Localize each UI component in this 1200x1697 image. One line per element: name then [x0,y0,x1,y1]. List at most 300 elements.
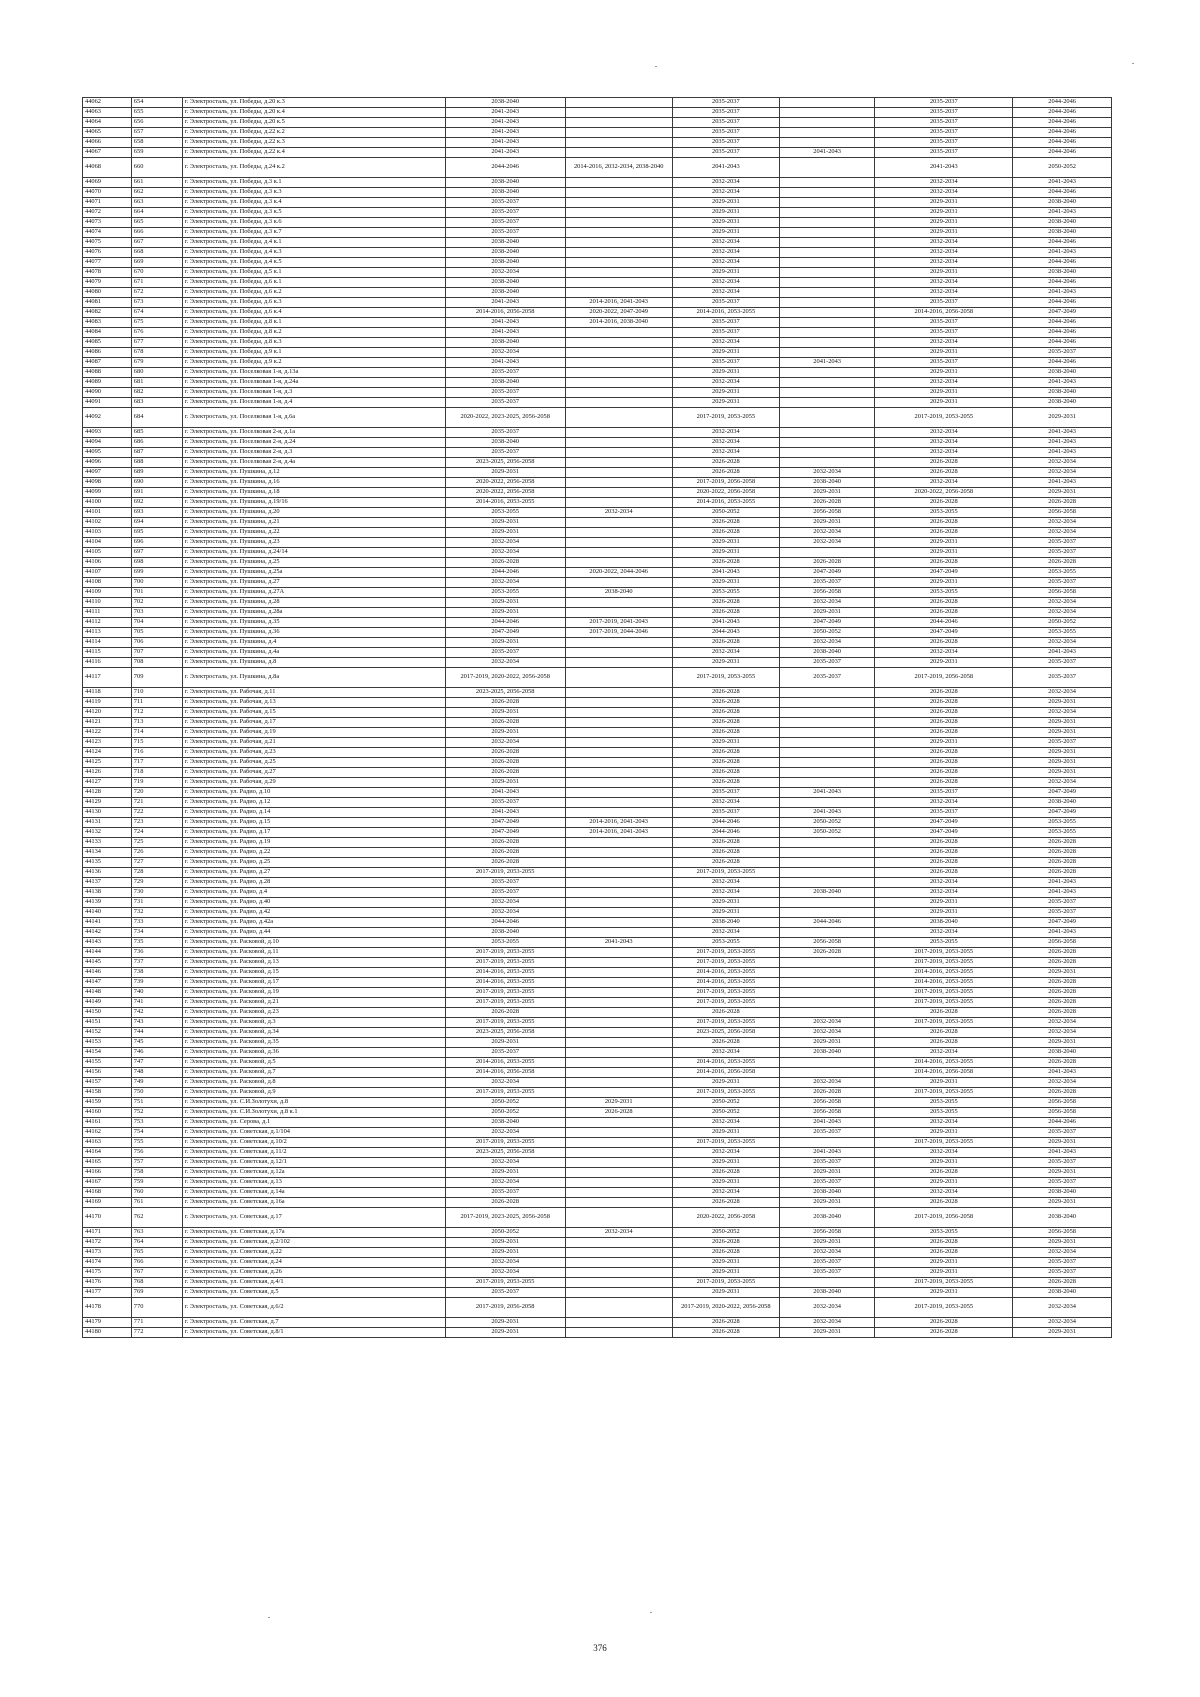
period-cell-6: 2032-2034 [1013,688,1112,698]
period-cell-4 [779,118,874,128]
table-row [83,908,1112,918]
row-number-cell: 684 [131,408,182,428]
table-row [83,628,1112,638]
period-cell-3: 2026-2028 [672,858,779,868]
period-cell-6: 2026-2028 [1013,858,1112,868]
row-id-cell: 44078 [83,268,132,278]
table-row [83,508,1112,518]
period-cell-4 [779,1008,874,1018]
address-cell: г. Электросталь, ул. Советская, д.17 [182,1208,445,1228]
address-cell: г. Электросталь, ул. Пушкина, д.35 [182,618,445,628]
row-number-cell: 668 [131,248,182,258]
period-cell-6: 2047-2049 [1013,918,1112,928]
address-cell: г. Электросталь, ул. Пушкина, д.8а [182,668,445,688]
table-row [83,1318,1112,1328]
address-cell: г. Электросталь, ул. Советская, д.4/1 [182,1278,445,1288]
period-cell-5: 2017-2019, 2053-2055 [875,998,1013,1008]
period-cell-5: 2026-2028 [875,1038,1013,1048]
table-row [83,458,1112,468]
period-cell-6: 2041-2043 [1013,208,1112,218]
address-cell: г. Электросталь, ул. Победы, д.8 к.3 [182,338,445,348]
period-cell-6: 2044-2046 [1013,278,1112,288]
period-cell-3: 2026-2028 [672,598,779,608]
period-cell-1: 2044-2046 [445,618,565,628]
row-number-cell: 678 [131,348,182,358]
period-cell-5: 2026-2028 [875,528,1013,538]
row-id-cell: 44129 [83,798,132,808]
row-id-cell: 44071 [83,198,132,208]
period-cell-3: 2017-2019, 2053-2055 [672,1018,779,1028]
table-row [83,998,1112,1008]
period-cell-5: 2026-2028 [875,748,1013,758]
period-cell-3: 2026-2028 [672,748,779,758]
period-cell-6: 2032-2034 [1013,1028,1112,1038]
row-id-cell: 44090 [83,388,132,398]
row-id-cell: 44087 [83,358,132,368]
table-row [83,1168,1112,1178]
period-cell-3: 2032-2034 [672,378,779,388]
period-cell-2 [565,488,672,498]
row-number-cell: 687 [131,448,182,458]
row-id-cell: 44123 [83,738,132,748]
period-cell-1: 2035-2037 [445,648,565,658]
period-cell-1: 2032-2034 [445,898,565,908]
table-row [83,758,1112,768]
period-cell-2 [565,138,672,148]
row-number-cell: 771 [131,1318,182,1328]
period-cell-3: 2026-2028 [672,608,779,618]
row-number-cell: 753 [131,1118,182,1128]
period-cell-2 [565,1058,672,1068]
period-cell-1: 2032-2034 [445,908,565,918]
period-cell-1: 2017-2019, 2020-2022, 2056-2058 [445,668,565,688]
period-cell-3: 2026-2028 [672,778,779,788]
period-cell-6: 2038-2040 [1013,268,1112,278]
table-row [83,1158,1112,1168]
row-number-cell: 721 [131,798,182,808]
period-cell-2 [565,458,672,468]
period-cell-5: 2032-2034 [875,798,1013,808]
period-cell-5: 2032-2034 [875,248,1013,258]
row-number-cell: 738 [131,968,182,978]
period-cell-3: 2032-2034 [672,438,779,448]
period-cell-3: 2026-2028 [672,1008,779,1018]
address-cell: г. Электросталь, ул. Рабочая, д.13 [182,698,445,708]
table-row [83,588,1112,598]
period-cell-2 [565,528,672,538]
period-cell-4: 2056-2058 [779,1228,874,1238]
address-cell: г. Электросталь, ул. Советская, д.14а [182,1188,445,1198]
period-cell-6: 2053-2055 [1013,628,1112,638]
period-cell-2: 2020-2022, 2047-2049 [565,308,672,318]
row-id-cell: 44093 [83,428,132,438]
address-cell: г. Электросталь, ул. Советская, д.22 [182,1248,445,1258]
table-row [83,1098,1112,1108]
table-row [83,778,1112,788]
period-cell-5: 2017-2019, 2053-2055 [875,1298,1013,1318]
period-cell-2 [565,1138,672,1148]
table-row [83,668,1112,688]
period-cell-1: 2038-2040 [445,338,565,348]
period-cell-6: 2032-2034 [1013,1298,1112,1318]
row-id-cell: 44066 [83,138,132,148]
row-id-cell: 44073 [83,218,132,228]
row-id-cell: 44109 [83,588,132,598]
period-cell-1: 2032-2034 [445,658,565,668]
period-cell-5: 2035-2037 [875,808,1013,818]
address-cell: г. Электросталь, ул. Расковой, д.3 [182,1018,445,1028]
period-cell-1: 2041-2043 [445,148,565,158]
address-cell: г. Электросталь, ул. Пушкина, д.27А [182,588,445,598]
period-cell-2 [565,1038,672,1048]
period-cell-3: 2026-2028 [672,708,779,718]
period-cell-5: 2029-2031 [875,1158,1013,1168]
row-id-cell: 44141 [83,918,132,928]
period-cell-2 [565,918,672,928]
period-cell-5: 2026-2028 [875,498,1013,508]
period-cell-1: 2026-2028 [445,858,565,868]
address-cell: г. Электросталь, ул. Радио, д.42 [182,908,445,918]
period-cell-4: 2032-2034 [779,1028,874,1038]
period-cell-4: 2038-2040 [779,1208,874,1228]
period-cell-1: 2038-2040 [445,248,565,258]
period-cell-1: 2026-2028 [445,558,565,568]
row-id-cell: 44165 [83,1158,132,1168]
period-cell-1: 2017-2019, 2053-2055 [445,1138,565,1148]
period-cell-4 [779,758,874,768]
row-id-cell: 44166 [83,1168,132,1178]
period-cell-6: 2035-2037 [1013,1178,1112,1188]
table-row [83,308,1112,318]
period-cell-6: 2038-2040 [1013,398,1112,408]
address-cell: г. Электросталь, ул. Расковой, д.36 [182,1048,445,1058]
period-cell-1: 2041-2043 [445,788,565,798]
row-number-cell: 697 [131,548,182,558]
row-number-cell: 704 [131,618,182,628]
period-cell-6: 2041-2043 [1013,478,1112,488]
address-cell: г. Электросталь, ул. Поселковая 1-я, д.6а [182,408,445,428]
period-cell-4: 2038-2040 [779,1048,874,1058]
row-id-cell: 44085 [83,338,132,348]
period-cell-5: 2038-2040 [875,918,1013,928]
period-cell-5: 2026-2028 [875,758,1013,768]
row-number-cell: 665 [131,218,182,228]
table-row [83,548,1112,558]
period-cell-3: 2053-2055 [672,588,779,598]
period-cell-3: 2026-2028 [672,1238,779,1248]
period-cell-1: 2014-2016, 2053-2055 [445,978,565,988]
period-cell-6: 2041-2043 [1013,428,1112,438]
period-cell-5: 2029-2031 [875,208,1013,218]
period-cell-4 [779,188,874,198]
period-cell-5: 2026-2028 [875,468,1013,478]
period-cell-6: 2029-2031 [1013,968,1112,978]
period-cell-3: 2035-2037 [672,138,779,148]
table-row [83,798,1112,808]
address-cell: г. Электросталь, ул. Пушкина, д.21 [182,518,445,528]
address-cell: г. Электросталь, ул. Радио, д.15 [182,818,445,828]
period-cell-3: 2026-2028 [672,638,779,648]
address-cell: г. Электросталь, ул. Расковой, д.10 [182,938,445,948]
period-cell-2 [565,1178,672,1188]
period-cell-6: 2026-2028 [1013,1088,1112,1098]
period-cell-4 [779,428,874,438]
period-cell-6: 2035-2037 [1013,668,1112,688]
row-id-cell: 44121 [83,718,132,728]
address-cell: г. Электросталь, ул. Радио, д.10 [182,788,445,798]
row-number-cell: 716 [131,748,182,758]
period-cell-6: 2026-2028 [1013,838,1112,848]
period-cell-3: 2029-2031 [672,738,779,748]
period-cell-1: 2041-2043 [445,138,565,148]
address-cell: г. Электросталь, ул. Рабочая, д.27 [182,768,445,778]
period-cell-3: 2035-2037 [672,298,779,308]
row-id-cell: 44148 [83,988,132,998]
row-number-cell: 715 [131,738,182,748]
period-cell-2 [565,878,672,888]
row-number-cell: 740 [131,988,182,998]
period-cell-2: 2014-2016, 2041-2043 [565,828,672,838]
period-cell-2 [565,178,672,188]
row-number-cell: 765 [131,1248,182,1258]
period-cell-1: 2035-2037 [445,398,565,408]
period-cell-5: 2029-2031 [875,398,1013,408]
period-cell-4 [779,798,874,808]
period-cell-2 [565,348,672,358]
row-number-cell: 683 [131,398,182,408]
period-cell-2 [565,1018,672,1028]
period-cell-2 [565,338,672,348]
period-cell-4 [779,278,874,288]
row-id-cell: 44143 [83,938,132,948]
period-cell-3: 2035-2037 [672,108,779,118]
table-row [83,838,1112,848]
row-number-cell: 686 [131,438,182,448]
period-cell-3: 2032-2034 [672,248,779,258]
table-row [83,888,1112,898]
period-cell-4: 2026-2028 [779,498,874,508]
address-cell: г. Электросталь, ул. Пушкина, д.22 [182,528,445,538]
period-cell-6: 2035-2037 [1013,1268,1112,1278]
period-cell-5: 2035-2037 [875,128,1013,138]
period-cell-2 [565,518,672,528]
period-cell-1: 2047-2049 [445,818,565,828]
period-cell-1: 2032-2034 [445,1078,565,1088]
period-cell-4 [779,208,874,218]
period-cell-2 [565,638,672,648]
period-cell-2 [565,768,672,778]
period-cell-3: 2050-2052 [672,1098,779,1108]
period-cell-6: 2044-2046 [1013,328,1112,338]
table-row [83,188,1112,198]
row-id-cell: 44136 [83,868,132,878]
row-number-cell: 673 [131,298,182,308]
period-cell-5: 2035-2037 [875,318,1013,328]
row-number-cell: 685 [131,428,182,438]
period-cell-1: 2032-2034 [445,578,565,588]
period-cell-3: 2026-2028 [672,518,779,528]
period-cell-4: 2029-2031 [779,1238,874,1248]
period-cell-2 [565,668,672,688]
period-cell-2 [565,1128,672,1138]
period-cell-1: 2029-2031 [445,778,565,788]
period-cell-6: 2026-2028 [1013,558,1112,568]
row-number-cell: 695 [131,528,182,538]
row-id-cell: 44149 [83,998,132,1008]
row-id-cell: 44146 [83,968,132,978]
period-cell-5: 2032-2034 [875,178,1013,188]
period-cell-4: 2041-2043 [779,358,874,368]
row-number-cell: 666 [131,228,182,238]
address-cell: г. Электросталь, ул. Пушкина, д.19/16 [182,498,445,508]
period-cell-2 [565,1068,672,1078]
address-cell: г. Электросталь, ул. Победы, д.6 к.3 [182,298,445,308]
row-id-cell: 44171 [83,1228,132,1238]
period-cell-2 [565,848,672,858]
row-number-cell: 749 [131,1078,182,1088]
address-cell: г. Электросталь, ул. Радио, д.44 [182,928,445,938]
period-cell-6: 2044-2046 [1013,138,1112,148]
table-row [83,1178,1112,1188]
period-cell-4 [779,908,874,918]
address-cell: г. Электросталь, ул. Победы, д.8 к.1 [182,318,445,328]
period-cell-1: 2038-2040 [445,438,565,448]
address-cell: г. Электросталь, ул. Расковой, д.17 [182,978,445,988]
period-cell-2 [565,788,672,798]
row-id-cell: 44108 [83,578,132,588]
row-id-cell: 44094 [83,438,132,448]
row-number-cell: 660 [131,158,182,178]
table-row [83,748,1112,758]
period-cell-3: 2032-2034 [672,288,779,298]
address-cell: г. Электросталь, ул. Пушкина, д.20 [182,508,445,518]
table-row [83,358,1112,368]
period-cell-5: 2017-2019, 2053-2055 [875,408,1013,428]
period-cell-4 [779,1058,874,1068]
period-cell-6: 2029-2031 [1013,1238,1112,1248]
table-row [83,538,1112,548]
table-row [83,608,1112,618]
period-cell-2: 2038-2040 [565,588,672,598]
period-cell-2 [565,888,672,898]
row-number-cell: 729 [131,878,182,888]
period-cell-3: 2029-2031 [672,268,779,278]
row-id-cell: 44095 [83,448,132,458]
period-cell-4 [779,778,874,788]
address-cell: г. Электросталь, ул. Победы, д.6 к.4 [182,308,445,318]
period-cell-3: 2026-2028 [672,1318,779,1328]
address-cell: г. Электросталь, ул. Советская, д.5 [182,1288,445,1298]
period-cell-1: 2026-2028 [445,768,565,778]
row-number-cell: 757 [131,1158,182,1168]
period-cell-5: 2026-2028 [875,558,1013,568]
table-row [83,368,1112,378]
table-row [83,328,1112,338]
table-row [83,598,1112,608]
period-cell-6: 2041-2043 [1013,1148,1112,1158]
period-cell-1: 2020-2022, 2056-2058 [445,478,565,488]
table-row [83,488,1112,498]
table-row [83,638,1112,648]
row-id-cell: 44077 [83,258,132,268]
period-cell-4 [779,768,874,778]
row-id-cell: 44168 [83,1188,132,1198]
period-cell-4 [779,408,874,428]
period-cell-4 [779,688,874,698]
period-cell-3: 2017-2019, 2053-2055 [672,958,779,968]
period-cell-4: 2035-2037 [779,1178,874,1188]
period-cell-3: 2032-2034 [672,1188,779,1198]
period-cell-5: 2032-2034 [875,238,1013,248]
row-number-cell: 701 [131,588,182,598]
period-cell-2 [565,388,672,398]
period-cell-2 [565,1288,672,1298]
period-cell-2 [565,358,672,368]
row-id-cell: 44099 [83,488,132,498]
row-id-cell: 44110 [83,598,132,608]
row-number-cell: 657 [131,128,182,138]
period-cell-2 [565,858,672,868]
period-cell-5: 2047-2049 [875,628,1013,638]
period-cell-2: 2014-2016, 2032-2034, 2038-2040 [565,158,672,178]
table-row [83,1238,1112,1248]
period-cell-3: 2032-2034 [672,238,779,248]
address-cell: г. Электросталь, ул. Пушкина, д.16 [182,478,445,488]
table-row [83,658,1112,668]
row-id-cell: 44083 [83,318,132,328]
housing-repair-schedule-table [82,97,1112,1338]
period-cell-2 [565,408,672,428]
table-row [83,378,1112,388]
address-cell: г. Электросталь, ул. Расковой, д.15 [182,968,445,978]
row-number-cell: 747 [131,1058,182,1068]
row-id-cell: 44103 [83,528,132,538]
row-number-cell: 674 [131,308,182,318]
row-number-cell: 736 [131,948,182,958]
period-cell-1: 2029-2031 [445,1328,565,1338]
row-id-cell: 44155 [83,1058,132,1068]
period-cell-4: 2041-2043 [779,148,874,158]
period-cell-2 [565,428,672,438]
period-cell-4: 2035-2037 [779,578,874,588]
period-cell-2 [565,438,672,448]
table-row [83,578,1112,588]
period-cell-5: 2014-2016, 2053-2055 [875,978,1013,988]
period-cell-4 [779,158,874,178]
period-cell-5: 2032-2034 [875,1148,1013,1158]
address-cell: г. Электросталь, ул. Радио, д.4 [182,888,445,898]
period-cell-1: 2017-2019, 2053-2055 [445,948,565,958]
period-cell-1: 2044-2046 [445,568,565,578]
address-cell: г. Электросталь, ул. Советская, д.16а [182,1198,445,1208]
row-id-cell: 44120 [83,708,132,718]
period-cell-1: 2029-2031 [445,1168,565,1178]
period-cell-3: 2029-2031 [672,538,779,548]
period-cell-1: 2014-2016, 2056-2058 [445,1068,565,1078]
period-cell-6: 2038-2040 [1013,218,1112,228]
period-cell-5: 2032-2034 [875,648,1013,658]
row-number-cell: 689 [131,468,182,478]
table-row [83,348,1112,358]
period-cell-1: 2014-2016, 2056-2058 [445,308,565,318]
table-row [83,728,1112,738]
period-cell-6: 2038-2040 [1013,798,1112,808]
period-cell-1: 2032-2034 [445,538,565,548]
period-cell-2: 2032-2034 [565,508,672,518]
period-cell-5: 2026-2028 [875,728,1013,738]
period-cell-1: 2053-2055 [445,588,565,598]
table-row [83,218,1112,228]
